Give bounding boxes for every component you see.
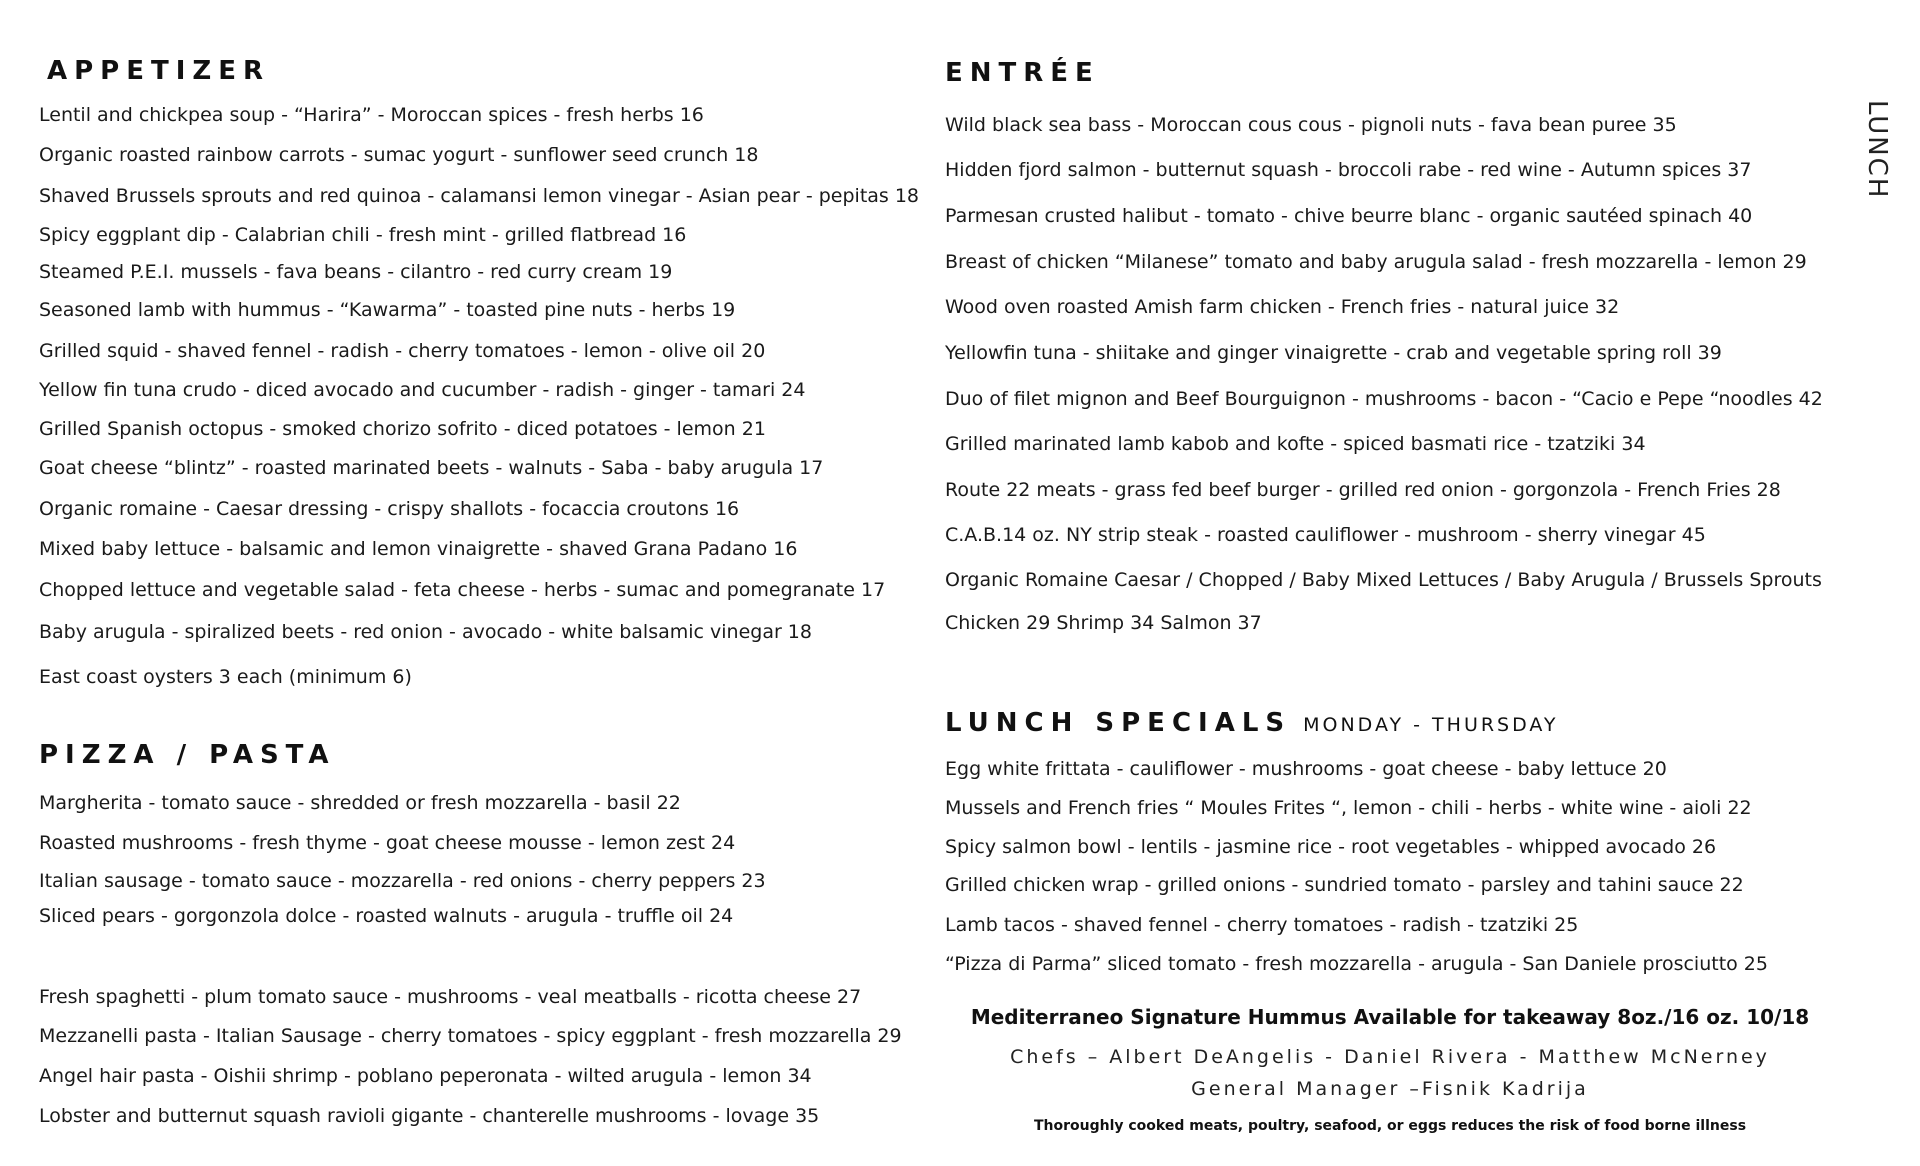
menu-item: Hidden fjord salmon - butternut squash - broccoli rabe - red wine - Autumn spices 37 [945,159,1752,181]
menu-item: Angel hair pasta - Oishii shrimp - poblano peperonata - wilted arugula - lemon 34 [39,1065,812,1087]
menu-item: Mussels and French fries “ Moules Frites “, lemon - chili - herbs - white wine - aioli 22 [945,797,1752,819]
menu-item: Spicy salmon bowl - lentils - jasmine rice - root vegetables - whipped avocado 26 [945,836,1717,858]
menu-item: Duo of filet mignon and Beef Bourguignon - mushrooms - bacon - “Cacio e Pepe “noodles 42 [945,388,1823,410]
entree-heading: ENTRÉE [945,58,1100,88]
menu-item: Shaved Brussels sprouts and red quinoa - calamansi lemon vinegar - Asian pear - pepitas 18 [39,185,920,207]
lunch-label: LUNCH [1862,100,1892,200]
menu-item: Fresh spaghetti - plum tomato sauce - mushrooms - veal meatballs - ricotta cheese 27 [39,986,862,1008]
side-label [1848,100,1908,210]
lunch-specials-heading [945,708,1559,738]
menu-item: Chicken 29 Shrimp 34 Salmon 37 [945,612,1262,634]
menu-item: Wild black sea bass - Moroccan cous cous - pignoli nuts - fava bean puree 35 [945,114,1677,136]
menu-item: Yellow fin tuna crudo - diced avocado and cucumber - radish - ginger - tamari 24 [39,379,806,401]
menu-item: Seasoned lamb with hummus - “Kawarma” - toasted pine nuts - herbs 19 [39,299,736,321]
menu-item: Organic Romaine Caesar / Chopped / Baby Mixed Lettuces / Baby Arugula / Brussels Sprouts [945,569,1822,591]
menu-item: Route 22 meats - grass fed beef burger - grilled red onion - gorgonzola - French Fries 28 [945,479,1781,501]
menu-item: Goat cheese “blintz” - roasted marinated beets - walnuts - Saba - baby arugula 17 [39,457,824,479]
menu-item: Baby arugula - spiralized beets - red onion - avocado - white balsamic vinegar 18 [39,621,812,643]
menu-item: “Pizza di Parma” sliced tomato - fresh mozzarella - arugula - San Daniele prosciutto 25 [945,953,1768,975]
menu-item: Grilled squid - shaved fennel - radish - cherry tomatoes - lemon - olive oil 20 [39,340,766,362]
menu-item: East coast oysters 3 each (minimum 6) [39,666,412,688]
menu-item: Yellowfin tuna - shiitake and ginger vinaigrette - crab and vegetable spring roll 39 [945,342,1722,364]
hummus-takeaway-note: Mediterraneo Signature Hummus Available for takeaway 8oz./16 oz. 10/18 [970,1005,1810,1029]
menu-item: Sliced pears - gorgonzola dolce - roasted walnuts - arugula - truffle oil 24 [39,905,734,927]
menu-item: Grilled chicken wrap - grilled onions - sundried tomato - parsley and tahini sauce 22 [945,874,1744,896]
general-manager-credit: General Manager –Fisnik Kadrija [1191,1078,1589,1100]
menu-item: Lentil and chickpea soup - “Harira” - Moroccan spices - fresh herbs 16 [39,104,704,126]
menu-item: Breast of chicken “Milanese” tomato and baby arugula salad - fresh mozzarella - lemon 29 [945,251,1807,273]
lunch-specials-days: MONDAY - THURSDAY [1303,714,1559,736]
menu-item: C.A.B.14 oz. NY strip steak - roasted cauliflower - mushroom - sherry vinegar 45 [945,524,1706,546]
food-safety-notice: Thoroughly cooked meats, poultry, seafood, or eggs reduces the risk of food borne illness [1033,1118,1747,1134]
menu-item: Lobster and butternut squash ravioli gigante - chanterelle mushrooms - lovage 35 [39,1105,820,1127]
menu-item: Roasted mushrooms - fresh thyme - goat cheese mousse - lemon zest 24 [39,832,736,854]
menu-item: Margherita - tomato sauce - shredded or fresh mozzarella - basil 22 [39,792,681,814]
menu-item: Wood oven roasted Amish farm chicken - French fries - natural juice 32 [945,296,1620,318]
menu-item: Italian sausage - tomato sauce - mozzarella - red onions - cherry peppers 23 [39,870,766,892]
menu-item: Organic roasted rainbow carrots - sumac yogurt - sunflower seed crunch 18 [39,144,759,166]
menu-item: Lamb tacos - shaved fennel - cherry tomatoes - radish - tzatziki 25 [945,914,1579,936]
menu-item: Organic romaine - Caesar dressing - crispy shallots - focaccia croutons 16 [39,498,740,520]
menu-item: Spicy eggplant dip - Calabrian chili - fresh mint - grilled flatbread 16 [39,224,687,246]
chefs-credit: Chefs – Albert DeAngelis - Daniel Rivera - Matthew McNerney [1010,1046,1770,1068]
pizza-pasta-heading: PIZZA / PASTA [39,740,336,770]
menu-item: Mezzanelli pasta - Italian Sausage - cherry tomatoes - spicy eggplant - fresh mozzarella 29 [39,1025,902,1047]
menu-item: Parmesan crusted halibut - tomato - chive beurre blanc - organic sautéed spinach 40 [945,205,1753,227]
menu-item: Grilled Spanish octopus - smoked chorizo sofrito - diced potatoes - lemon 21 [39,418,766,440]
menu-item: Grilled marinated lamb kabob and kofte - spiced basmati rice - tzatziki 34 [945,433,1646,455]
menu-item: Egg white frittata - cauliflower - mushrooms - goat cheese - baby lettuce 20 [945,758,1667,780]
lunch-specials-title: LUNCH SPECIALS [945,708,1292,738]
menu-item: Mixed baby lettuce - balsamic and lemon vinaigrette - shaved Grana Padano 16 [39,538,798,560]
menu-item: Steamed P.E.I. mussels - fava beans - cilantro - red curry cream 19 [39,261,673,283]
appetizer-heading: APPETIZER [47,56,271,86]
menu-item: Chopped lettuce and vegetable salad - feta cheese - herbs - sumac and pomegranate 17 [39,579,886,601]
